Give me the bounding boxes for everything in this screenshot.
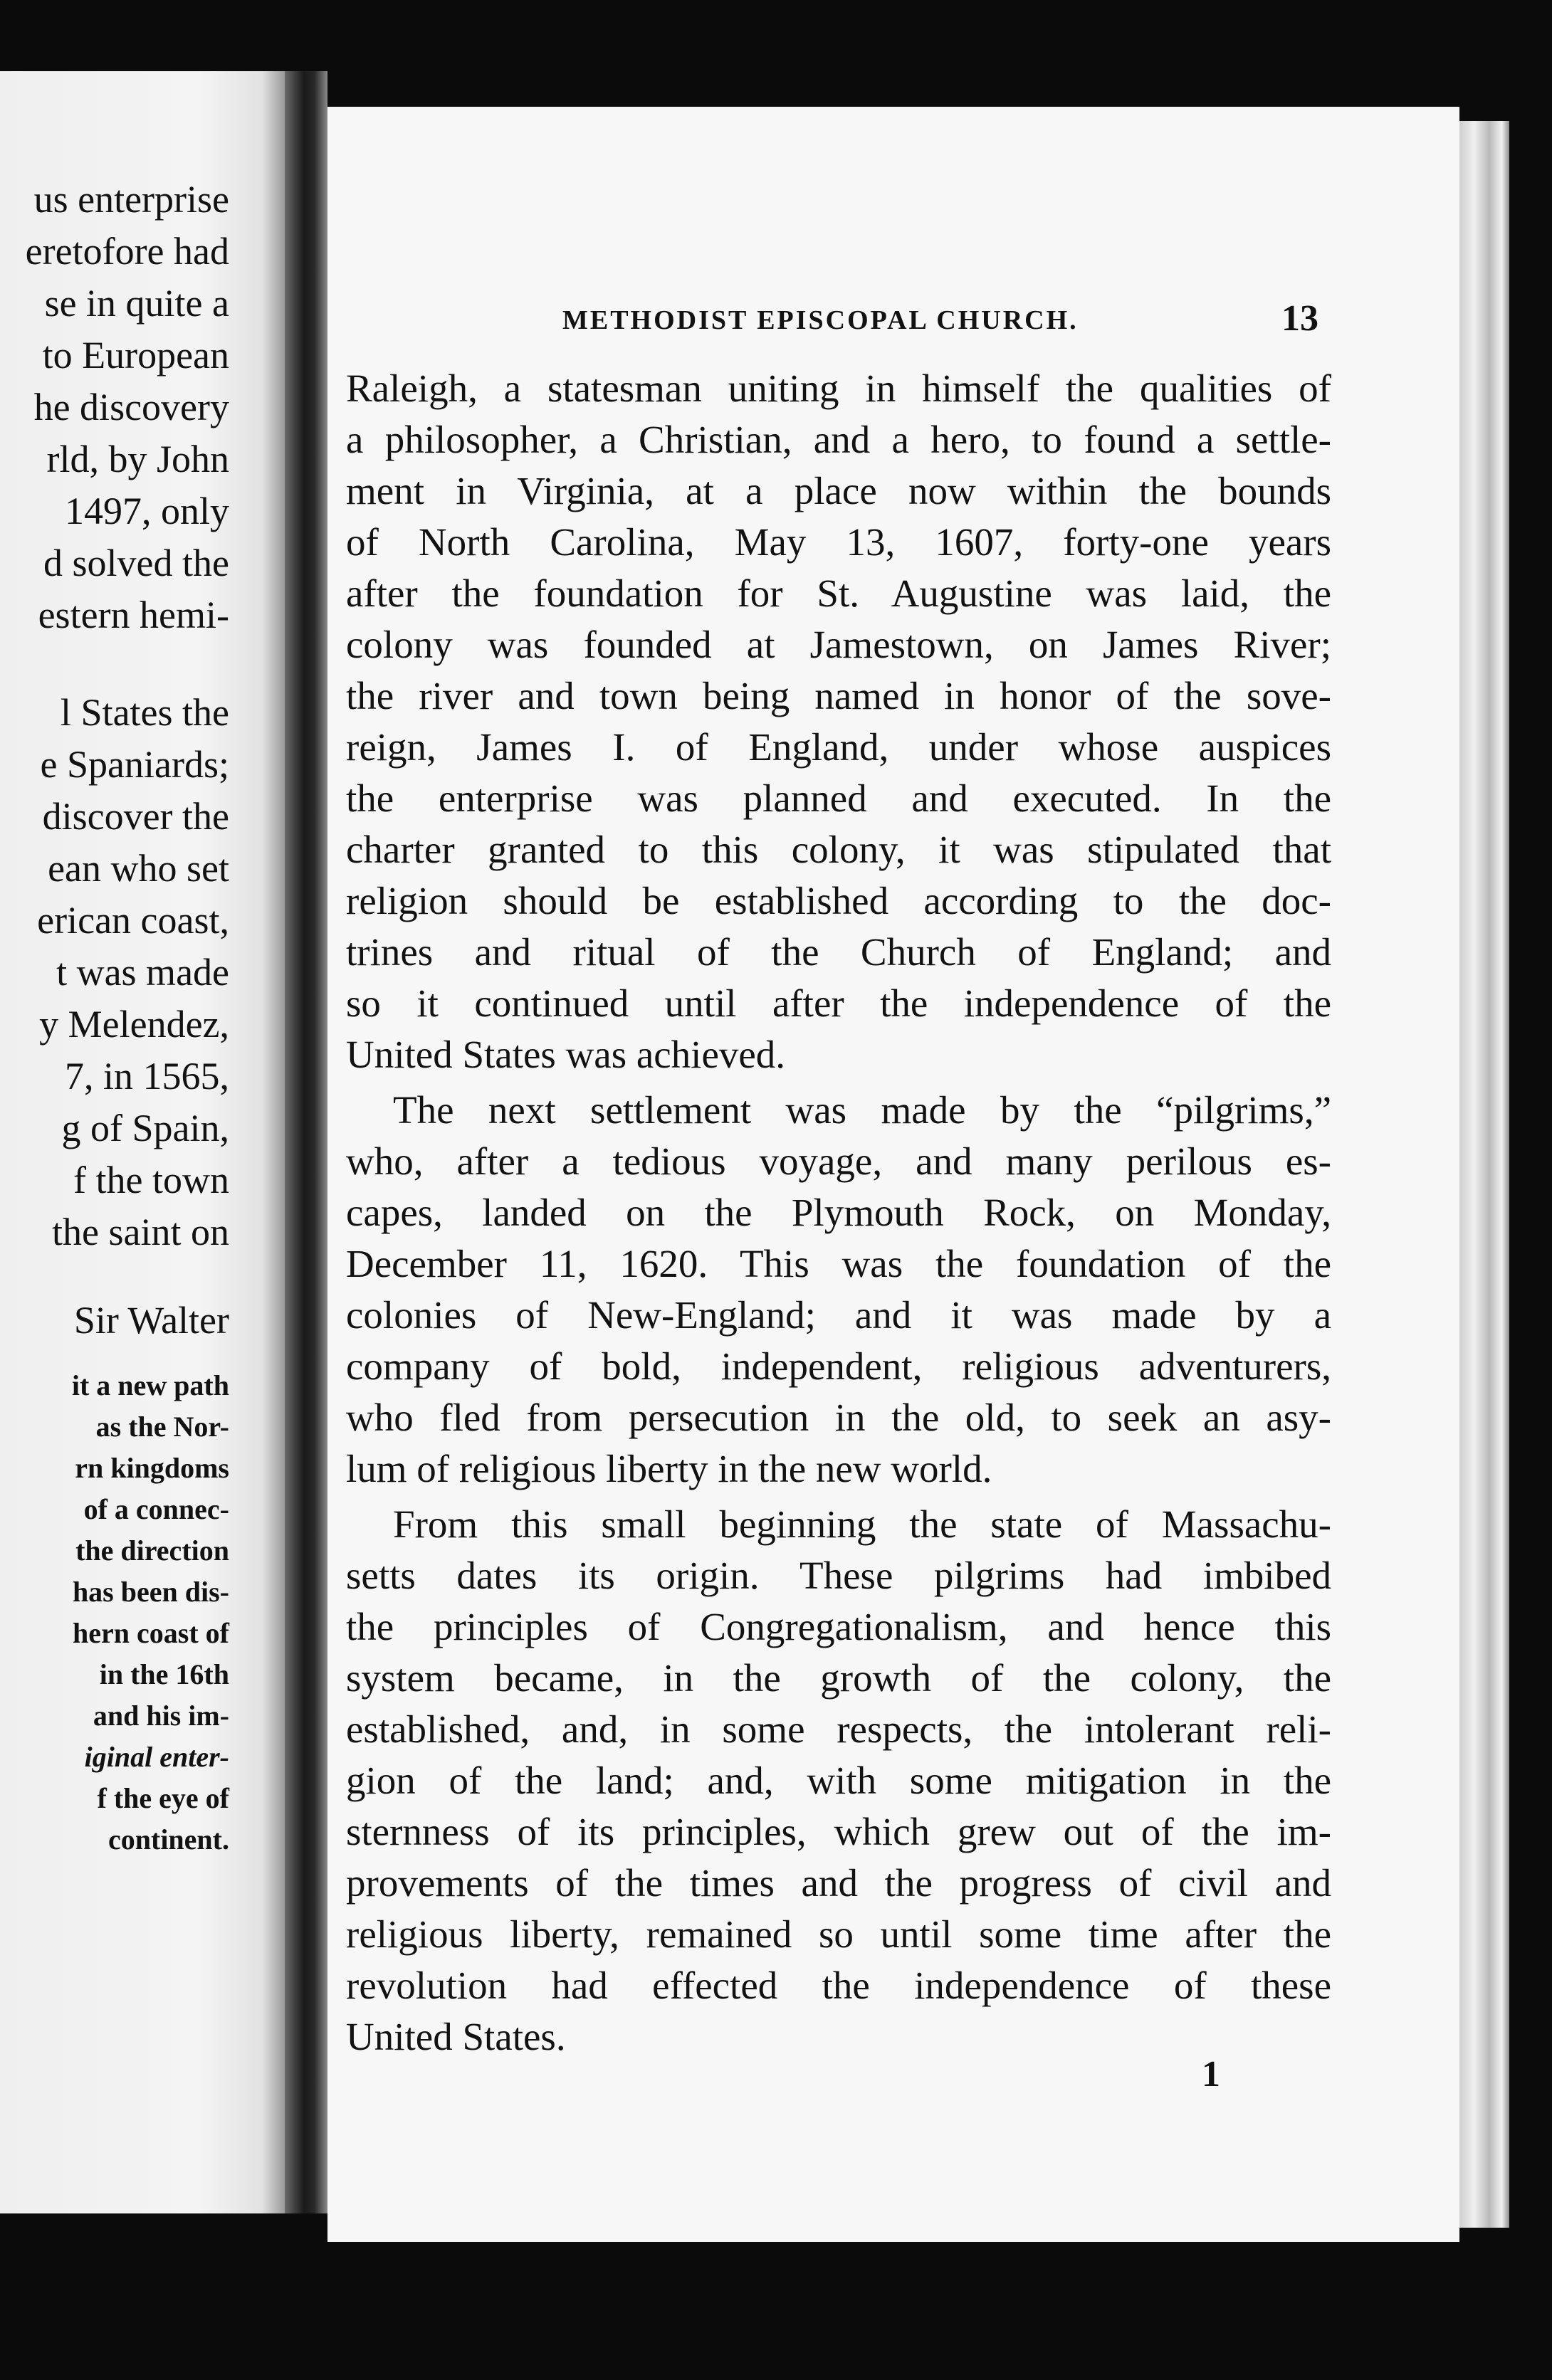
text-line: of North Carolina, May 13, 1607, forty-one years: [346, 520, 1331, 564]
left-footnote-line: continent.: [108, 1823, 229, 1855]
left-page-line: us enterprise: [33, 178, 229, 221]
text-line: the river and town being named in honor of the sove-: [346, 674, 1331, 717]
left-page-line: he discovery: [33, 386, 229, 428]
text-line: colony was founded at Jamestown, on James River;: [346, 623, 1331, 666]
left-page: [0, 71, 285, 2213]
left-footnote-line: as the Nor-: [95, 1411, 229, 1443]
left-footnote-line: of a connec-: [83, 1493, 229, 1525]
left-footnote-line: hern coast of: [73, 1617, 229, 1649]
book-gutter: [285, 71, 327, 2213]
left-page-line: discover the: [42, 795, 229, 838]
text-line: gion of the land; and, with some mitigation in the: [346, 1759, 1331, 1802]
text-line: religion should be established according to the doc-: [346, 879, 1331, 922]
left-footnote-line: the direction: [75, 1534, 229, 1567]
left-page-line: y Melendez,: [39, 1003, 229, 1046]
left-footnote-line: has been dis-: [72, 1576, 229, 1608]
left-page-line: 7, in 1565,: [64, 1055, 229, 1097]
text-line: The next settlement was made by the “pilgrims,”: [393, 1088, 1331, 1132]
text-line: system became, in the growth of the colony, the: [346, 1656, 1331, 1700]
text-line: From this small beginning the state of Massachu-: [393, 1502, 1331, 1546]
text-line: who fled from persecution in the old, to seek an asy-: [346, 1396, 1331, 1439]
left-page-line: e Spaniards;: [40, 743, 229, 786]
text-line: trines and ritual of the Church of England; and: [346, 930, 1331, 974]
left-page-line: to European: [42, 334, 229, 377]
signature-mark: 1: [1202, 2054, 1220, 2095]
left-page-line: the saint on: [52, 1211, 229, 1253]
left-footnote-line: f the eye of: [97, 1782, 229, 1814]
left-page-line: erican coast,: [37, 899, 229, 942]
text-line: setts dates its origin. These pilgrims had imbibed: [346, 1554, 1331, 1597]
text-line: after the foundation for St. Augustine was laid, the: [346, 572, 1331, 615]
left-page-line: Sir Walter: [73, 1299, 229, 1342]
text-line: United States.: [346, 2015, 566, 2058]
text-line: the enterprise was planned and executed. In the: [346, 776, 1331, 820]
text-line: sternness of its principles, which grew out of the im-: [346, 1810, 1331, 1853]
left-footnote-line: iginal enter-: [84, 1741, 229, 1773]
text-line: ment in Virginia, at a place now within the bounds: [346, 469, 1331, 512]
paragraph: [346, 363, 1331, 1080]
left-page-line: t was made: [56, 951, 229, 994]
text-line: religious liberty, remained so until some time after the: [346, 1912, 1331, 1956]
text-line: a philosopher, a Christian, and a hero, to found a settle-: [346, 418, 1331, 461]
paragraph: [346, 1085, 1331, 1495]
body-text: [346, 363, 1331, 2063]
text-line: who, after a tedious voyage, and many perilous es-: [346, 1139, 1331, 1183]
left-footnote-line: it a new path: [71, 1369, 229, 1401]
left-page-line: rld, by John: [46, 438, 229, 480]
left-page-line: estern hemi-: [38, 594, 229, 636]
left-page-line: se in quite a: [44, 282, 229, 325]
running-head: METHODIST EPISCOPAL CHURCH.: [562, 305, 1079, 335]
left-page-line: l States the: [61, 691, 229, 734]
text-line: Raleigh, a statesman uniting in himself the qualities of: [346, 367, 1331, 410]
paragraph: [346, 1499, 1331, 2063]
page-number: 13: [1281, 298, 1318, 339]
left-footnote-line: and his im-: [93, 1700, 229, 1732]
left-footnote-line: in the 16th: [99, 1658, 229, 1690]
text-line: United States was achieved.: [346, 1033, 786, 1076]
left-page-line: 1497, only: [64, 490, 229, 532]
page-edge: [1459, 121, 1509, 2228]
left-page-line: eretofore had: [25, 230, 229, 273]
text-line: December 11, 1620. This was the foundation of the: [346, 1242, 1331, 1285]
text-line: provements of the times and the progress of civil and: [346, 1861, 1331, 1905]
left-page-line: ean who set: [48, 847, 229, 890]
text-line: lum of religious liberty in the new world.: [346, 1447, 992, 1490]
text-line: colonies of New-England; and it was made by a: [346, 1293, 1331, 1337]
text-line: established, and, in some respects, the intolerant reli-: [346, 1707, 1331, 1751]
text-line: capes, landed on the Plymouth Rock, on Monday,: [346, 1191, 1331, 1234]
text-line: the principles of Congregationalism, and hence this: [346, 1605, 1331, 1648]
text-line: reign, James I. of England, under whose auspices: [346, 725, 1331, 769]
left-page-line: f the town: [73, 1159, 229, 1201]
left-page-line: d solved the: [43, 542, 229, 584]
text-line: charter granted to this colony, it was stipulated that: [346, 828, 1331, 871]
left-footnote-line: rn kingdoms: [75, 1452, 229, 1484]
left-page-line: g of Spain,: [61, 1107, 229, 1149]
text-line: so it continued until after the independence of the: [346, 981, 1331, 1025]
text-line: company of bold, independent, religious adventurers,: [346, 1344, 1331, 1388]
text-line: revolution had effected the independence of these: [346, 1964, 1331, 2007]
